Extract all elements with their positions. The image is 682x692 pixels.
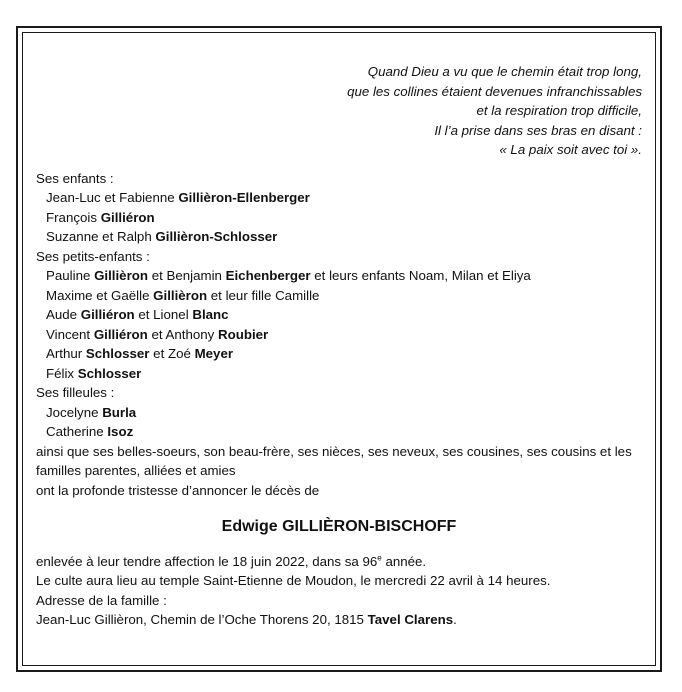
family-line (36, 325, 642, 345)
given-names: Maxime et Gaëlle (46, 287, 154, 303)
death-date-text: année. (381, 553, 427, 569)
surname: Meyer (194, 346, 234, 361)
given-names: Vincent (46, 326, 94, 342)
given-names: Félix (46, 365, 78, 381)
family-line (36, 266, 642, 286)
surname: Isoz (107, 424, 134, 439)
deceased-name: Edwige GILLIÈRON-BISCHOFF (221, 518, 457, 535)
address-text: Jean-Luc Gillièron, Chemin de l’Oche Thorens 20, 1815 (36, 612, 368, 627)
surname: Schlosser (85, 346, 150, 361)
given-names: Aude (46, 307, 81, 322)
family-line (36, 422, 642, 442)
surname: Roubier (217, 326, 269, 342)
poem-line: que les collines étaient devenues infranchissables (347, 83, 642, 99)
surname: Gilliéron (93, 326, 148, 342)
poem (36, 62, 642, 160)
surname: Blanc (192, 307, 229, 322)
surname: Gillièron (153, 287, 208, 303)
poem-line: Quand Dieu a vu que le chemin était trop long, (367, 64, 642, 79)
obituary-notice (36, 62, 642, 630)
announcement: ont la profonde tristesse d’annoncer le décès de (36, 482, 320, 498)
surname: Gilliéron (80, 307, 135, 322)
address-text: . (453, 612, 457, 627)
address-heading: Adresse de la famille : (36, 592, 167, 608)
death-date-text: enlevée à leur tendre affection le 18 juin 2022, dans sa 96 (36, 553, 378, 569)
enfants-heading: Ses enfants : (36, 170, 114, 186)
family-line (36, 344, 642, 364)
given-names: François (46, 209, 101, 225)
family-line (36, 364, 642, 384)
surname: Eichenberger (225, 268, 311, 283)
family-line (36, 227, 642, 247)
given-names: Jocelyne (46, 404, 103, 420)
surname: Gilliéron (100, 209, 155, 225)
address-locality: Tavel Clarens (367, 612, 454, 627)
given-names: Pauline (46, 268, 95, 283)
family-line (36, 286, 642, 306)
given-names: et Zoé (149, 346, 195, 361)
death-date-line (36, 552, 642, 572)
other-relatives: ainsi que ses belles-soeurs, son beau-frère, ses nièces, ses neveux, ses cousines, ses cousins et les familles parentes, alliées et amies (36, 443, 632, 478)
poem-line: Il l’a prise dans ses bras en disant : (434, 122, 642, 138)
given-names: et Benjamin (148, 268, 226, 283)
given-names: Arthur (46, 346, 86, 361)
surname: Gillièron (94, 268, 148, 283)
given-names: Jean-Luc et Fabienne (46, 190, 179, 205)
family-note: et leurs enfants Noam, Milan et Eliya (310, 268, 531, 283)
poem-line: « La paix soit avec toi ». (499, 142, 642, 157)
family-line (36, 188, 642, 208)
ordinal-suffix: e (377, 553, 382, 563)
surname: Gillièron-Schlosser (155, 229, 278, 244)
family-line (36, 403, 642, 423)
address-line (36, 610, 642, 630)
petits-enfants-heading: Ses petits-enfants : (36, 248, 150, 264)
surname: Schlosser (77, 365, 142, 381)
family-line (36, 305, 642, 325)
surname: Burla (102, 404, 137, 420)
service-line: Le culte aura lieu au temple Saint-Etienne de Moudon, le mercredi 22 avril à 14 heures. (36, 573, 551, 588)
family-line (36, 208, 642, 228)
given-names: Suzanne et Ralph (46, 229, 156, 244)
given-names: Catherine (46, 424, 108, 439)
filleules-heading: Ses filleules : (36, 385, 115, 400)
family-note: et leur fille Camille (207, 287, 320, 303)
poem-line: et la respiration trop difficile, (476, 103, 642, 118)
given-names: et Lionel (134, 307, 193, 322)
surname: Gillièron-Ellenberger (178, 190, 310, 205)
given-names: et Anthony (147, 326, 218, 342)
